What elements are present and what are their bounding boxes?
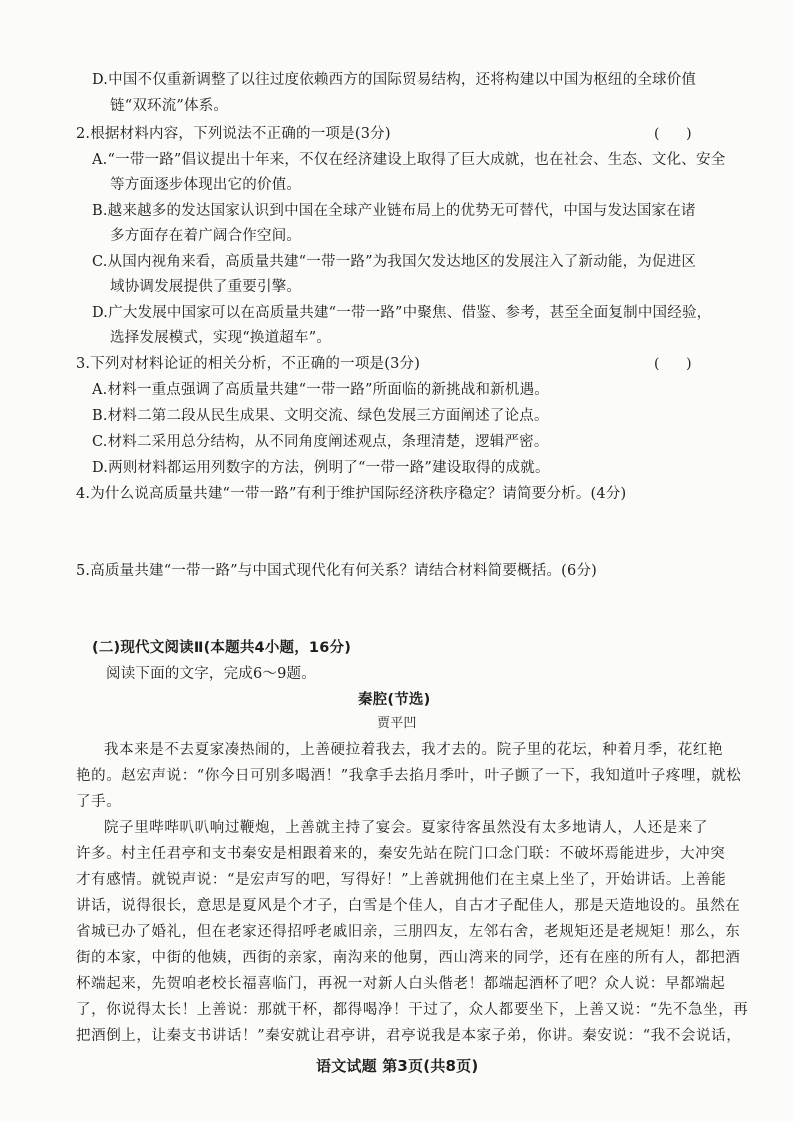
q2-option-b-line1: B.越来越多的发达国家认识到中国在全球产业链布局上的优势无可替代，中国与发达国家在诸: [92, 203, 696, 219]
option-d-line1: D.中国不仅重新调整了以往过度依赖西方的国际贸易结构，还将构建以中国为枢纽的全球价值: [92, 72, 697, 88]
q4-stem: 4.为什么说高质量共建“一带一路”有利于维护国际经济秩序稳定？请简要分析。(4分): [76, 486, 627, 502]
story-line: 才有感情。就锐声说：“是宏声写的吧，写得好！”上善就拥他们在主桌上坐了，开始讲话。上善能: [76, 872, 727, 888]
story-line: 了，你说得太长！上善说：那就干杯，都得喝净！干过了，众人都要坐下，上善又说：“先不急坐，再: [76, 1002, 749, 1018]
story-line: 杯端起来，先贺咱老校长福喜临门，再祝一对新人白头偕老！都端起酒杯了吧？众人说：早都端起: [76, 976, 726, 992]
story-line: 了手。: [76, 794, 122, 810]
story-line: 艳的。赵宏声说：“你今日可别多喝酒！”我拿手去掐月季叶，叶子颤了一下，我知道叶子疼哩，就松: [76, 768, 742, 784]
passage-title: 秦腔(节选): [358, 692, 431, 708]
q2-option-b-line2: 多方面存在着广阔合作空间。: [110, 228, 302, 244]
q2-answer-bracket: ( ): [654, 126, 692, 142]
q3-option-d: D.两则材料都运用列数字的方法，例明了“一带一路”建设取得的成就。: [92, 460, 550, 476]
section-instruction: 阅读下面的文字，完成6～9题。: [106, 666, 316, 682]
option-d-line2: 链“双环流”体系。: [110, 98, 229, 114]
q3-answer-bracket: ( ): [654, 356, 692, 372]
q2-option-c-line2: 域协调发展提供了重要引擎。: [110, 279, 302, 295]
q3-option-a: A.材料一重点强调了高质量共建“一带一路”所面临的新挑战和新机遇。: [92, 382, 550, 398]
q3-stem: 3.下列对材料论证的相关分析，不正确的一项是(3分): [76, 356, 421, 372]
q2-option-a-line2: 等方面逐步体现出它的价值。: [110, 177, 302, 193]
page-footer: 语文试题 第3页(共8页): [316, 1057, 479, 1075]
q3-option-b: B.材料二第二段从民生成果、文明交流、绿色发展三方面阐述了论点。: [92, 408, 549, 424]
story-line: 省城已办了婚礼，但在老家还得招呼老戚旧亲，三朋四友，左邻右舍，老规矩还是老规矩！那么，东: [76, 924, 741, 940]
q3-option-c: C.材料二采用总分结构，从不同角度阐述观点，条理清楚，逻辑严密。: [92, 434, 549, 450]
q2-option-d-line1: D.广大发展中国家可以在高质量共建“一带一路”中聚焦、借鉴、参考，甚至全面复制中国经验，: [92, 305, 712, 321]
q2-stem: 2.根据材料内容，下列说法不正确的一项是(3分): [76, 126, 391, 142]
q5-stem: 5.高质量共建“一带一路”与中国式现代化有何关系？请结合材料简要概括。(6分): [76, 563, 597, 579]
q2-option-c-line1: C.从国内视角来看，高质量共建“一带一路”为我国欠发达地区的发展注入了新动能，为促进区: [92, 254, 697, 270]
q2-option-a-line1: A.“一带一路”倡议提出十年来，不仅在经济建设上取得了巨大成就，也在社会、生态、文化、安全: [92, 152, 726, 168]
story-line: 讲话，说得很长，意思是夏风是个才子，白雪是个佳人，自古才子配佳人，那是天造地设的。虽然在: [76, 898, 741, 914]
story-line: 街的本家，中街的他姨，西街的亲家，南沟来的他舅，西山湾来的同学，还有在座的所有人，都把酒: [76, 950, 741, 966]
story-line: 许多。村主任君亭和支书秦安是相跟着来的，秦安先站在院门口念门联：不破坏焉能进步，大冲突: [76, 846, 726, 862]
story-line: 把酒倒上，让秦支书讲话！”秦安就让君亭讲，君亭说我是本家子弟，你讲。秦安说：“我不会说话，: [76, 1028, 742, 1044]
story-line: 我本来是不去夏家凑热闹的，上善硬拉着我去，我才去的。院子里的花坛，种着月季，花红艳: [104, 742, 724, 758]
story-line: 院子里哔哔叭叭响过鞭炮，上善就主持了宴会。夏家待客虽然没有太多地请人，人还是来了: [104, 820, 708, 836]
q2-option-d-line2: 选择发展模式，实现“换道超车”。: [110, 330, 332, 346]
passage-author: 贾平凹: [377, 716, 417, 731]
section-heading: (二)现代文阅读Ⅱ(本题共4小题，16分): [92, 640, 352, 656]
